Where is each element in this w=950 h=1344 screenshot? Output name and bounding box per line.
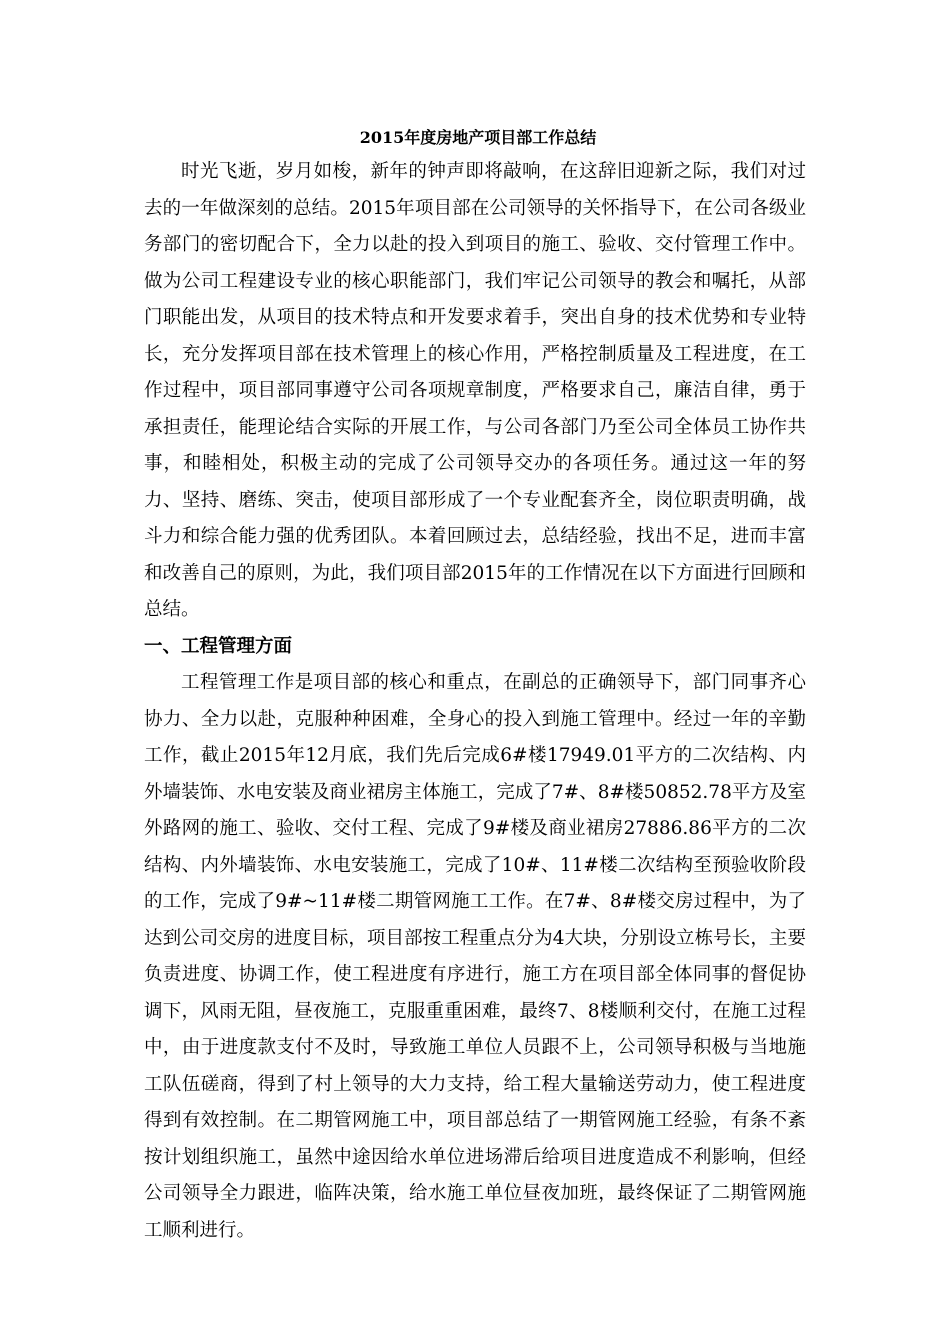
- section-heading-engineering: 一、工程管理方面: [144, 635, 293, 657]
- document-title: 2015年度房地产项目部工作总结: [359, 128, 597, 147]
- intro-paragraph: 时光飞逝，岁月如梭，新年的钟声即将敲响，在这辞旧迎新之际，我们对过去的一年做深刻的总结。2015年项目部在公司领导的关怀指导下，在公司各级业务部门的密切配合下，全力以赴的投入到项目的施工、验收、交付管理工作中。做为公司工程建设专业的核心职能部门，我们牢记公司领导的教会和嘱托，从部门职能出发，从项目的技术特点和开发要求着手，突出自身的技术优势和专业特长，充分发挥项目部在技术管理上的核心作用，严格控制质量及工程进度，在工作过程中，项目部同事遵守公司各项规章制度，严格要求自己，廉洁自律，勇于承担责任，能理论结合实际的开展工作，与公司各部门乃至公司全体员工协作共事，和睦相处，积极主动的完成了公司领导交办的各项任务。通过这一年的努力、坚持、磨练、突击，使项目部形成了一个专业配套齐全，岗位职责明确，战斗力和综合能力强的优秀团队。本着回顾过去，总结经验，找出不足，进而丰富和改善自己的原则，为此，我们项目部2015年的工作情况在以下方面进行回顾和总结。: [144, 161, 806, 620]
- section-paragraph-engineering: 工程管理工作是项目部的核心和重点，在副总的正确领导下，部门同事齐心协力、全力以赴，克服种种困难，全身心的投入到施工管理中。经过一年的辛勤工作，截止2015年12月底，我们先后完成6#楼17949.01平方的二次结构、内外墙装饰、水电安装及商业裙房主体施工，完成了7#、8#楼50852.78平方及室外路网的施工、验收、交付工程、完成了9#楼及商业裙房27886.86平方的二次结构、内外墙装饰、水电安装施工，完成了10#、11#楼二次结构至预验收阶段的工作，完成了9#~11#楼二期管网施工工作。在7#、8#楼交房过程中，为了达到公司交房的进度目标，项目部按工程重点分为4大块，分别设立栋号长，主要负责进度、协调工作，使工程进度有序进行，施工方在项目部全体同事的督促协调下，风雨无阻，昼夜施工，克服重重困难，最终7、8楼顺利交付，在施工过程中，由于进度款支付不及时，导致施工单位人员跟不上，公司领导积极与当地施工队伍磋商，得到了村上领导的大力支持，给工程大量输送劳动力，使工程进度得到有效控制。在二期管网施工中，项目部总结了一期管网施工经验，有条不紊按计划组织施工，虽然中途因给水单位进场滞后给项目进度造成不利影响，但经公司领导全力跟进，临阵决策，给水施工单位昼夜加班，最终保证了二期管网施工顺利进行。: [144, 672, 806, 1241]
- document-body: [144, 122, 806, 1249]
